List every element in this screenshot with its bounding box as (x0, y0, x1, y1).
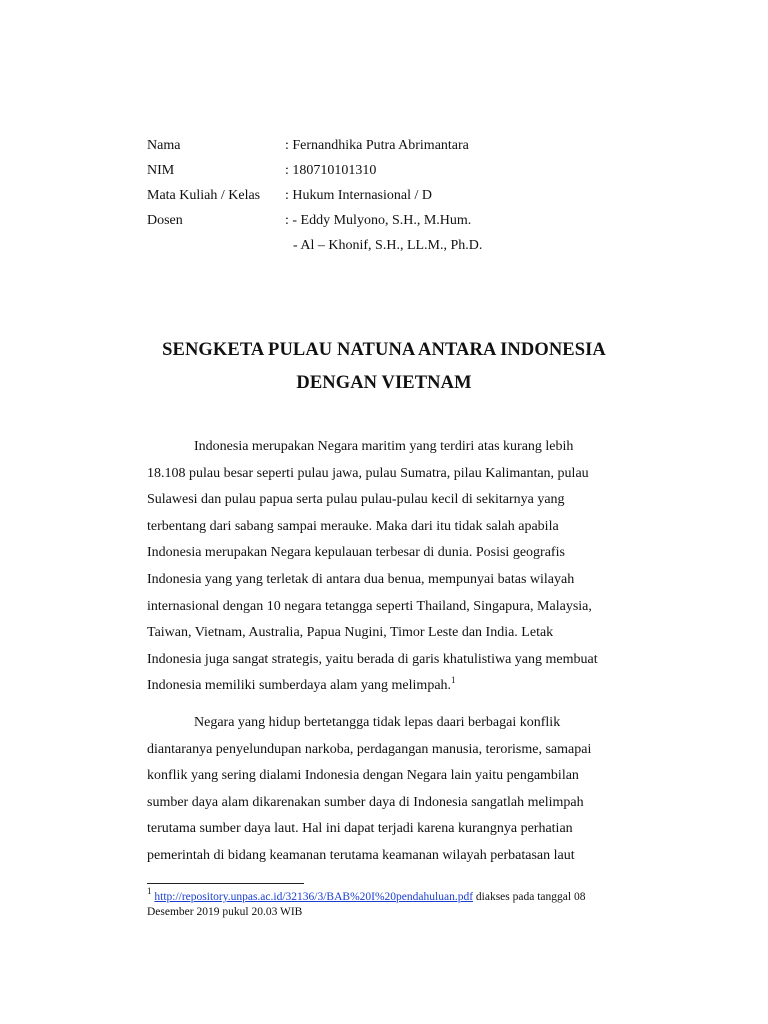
footnote-number: 1 (147, 886, 152, 896)
paragraph-1 (147, 437, 647, 703)
paragraph-line: diantaranya penyelundupan narkoba, perdagangan manusia, terorisme, samapai (147, 741, 592, 757)
paragraph-line: internasional dengan 10 negara tetangga seperti Thailand, Singapura, Malaysia, (147, 598, 592, 614)
paragraph-line: Negara yang hidup bertetangga tidak lepas daari berbagai konflik (194, 715, 561, 730)
info-label: NIM (147, 163, 175, 178)
footnote-text: diakses pada tanggal 08 (473, 891, 586, 903)
paragraph-line: Indonesia juga sangat strategis, yaitu berada di garis khatulistiwa yang membuat (147, 651, 598, 667)
info-row-nim (147, 161, 482, 186)
footnote-line2: Desember 2019 pukul 20.03 WIB (147, 906, 303, 918)
paragraph-line: pemerintah di bidang keamanan terutama keamanan wilayah perbatasan laut (147, 847, 575, 863)
paragraph-line-text: Indonesia memiliki sumberdaya alam yang melimpah. (147, 678, 452, 694)
paragraph-2 (147, 713, 647, 873)
info-value: : Fernandhika Putra Abrimantara (285, 138, 469, 153)
paragraph-line: terutama sumber daya laut. Hal ini dapat terjadi karena kurangnya perhatian (147, 821, 573, 837)
paragraph-line-last (147, 676, 647, 703)
paragraph-line: konflik yang sering dialami Indonesia dengan Negara lain yaitu pengambilan (147, 768, 579, 784)
student-info (147, 136, 482, 256)
paragraph-line: sumber daya alam dikarenakan sumber daya di Indonesia sangatlah melimpah (147, 794, 584, 810)
info-value: : 180710101310 (285, 163, 377, 178)
info-label: Mata Kuliah / Kelas (147, 188, 261, 203)
footnote-line1 (147, 886, 647, 905)
footnote-link[interactable]: http://repository.unpas.ac.id/32136/3/BAB%20I%20pendahuluan.pdf (154, 891, 474, 903)
info-label: Dosen (147, 213, 183, 228)
paragraph-line: Taiwan, Vietnam, Australia, Papua Nugini, Timor Leste dan India. Letak (147, 625, 554, 641)
info-value: : Hukum Internasional / D (285, 188, 432, 203)
info-lecturer-continuation: - Al – Khonif, S.H., LL.M., Ph.D. (293, 238, 483, 253)
info-value: : - Eddy Mulyono, S.H., M.Hum. (285, 213, 472, 228)
footnote-separator (147, 883, 304, 884)
paragraph-line: terbentang dari sabang sampai merauke. Maka dari itu tidak salah apabila (147, 518, 559, 534)
paragraph-line: Indonesia merupakan Negara maritim yang terdiri atas kurang lebih (194, 439, 574, 454)
info-row-course (147, 186, 482, 211)
paragraph-line: Indonesia merupakan Negara kepulauan terbesar di dunia. Posisi geografis (147, 545, 565, 561)
info-label: Nama (147, 138, 181, 153)
footnote-reference[interactable]: 1 (451, 675, 456, 686)
info-row-nama (147, 136, 482, 161)
paragraph-line: Sulawesi dan pulau papua serta pulau pulau-pulau kecil di sekitarnya yang (147, 492, 565, 508)
footnote (147, 886, 647, 920)
paragraph-line: Indonesia yang yang terletak di antara dua benua, mempunyai batas wilayah (147, 571, 575, 587)
info-row-lecturer (147, 211, 482, 236)
document-title-line1: SENGKETA PULAU NATUNA ANTARA INDONESIA (162, 340, 606, 360)
document-title-line2: DENGAN VIETNAM (296, 373, 472, 393)
paragraph-line: 18.108 pulau besar seperti pulau jawa, pulau Sumatra, pilau Kalimantan, pulau (147, 465, 589, 481)
